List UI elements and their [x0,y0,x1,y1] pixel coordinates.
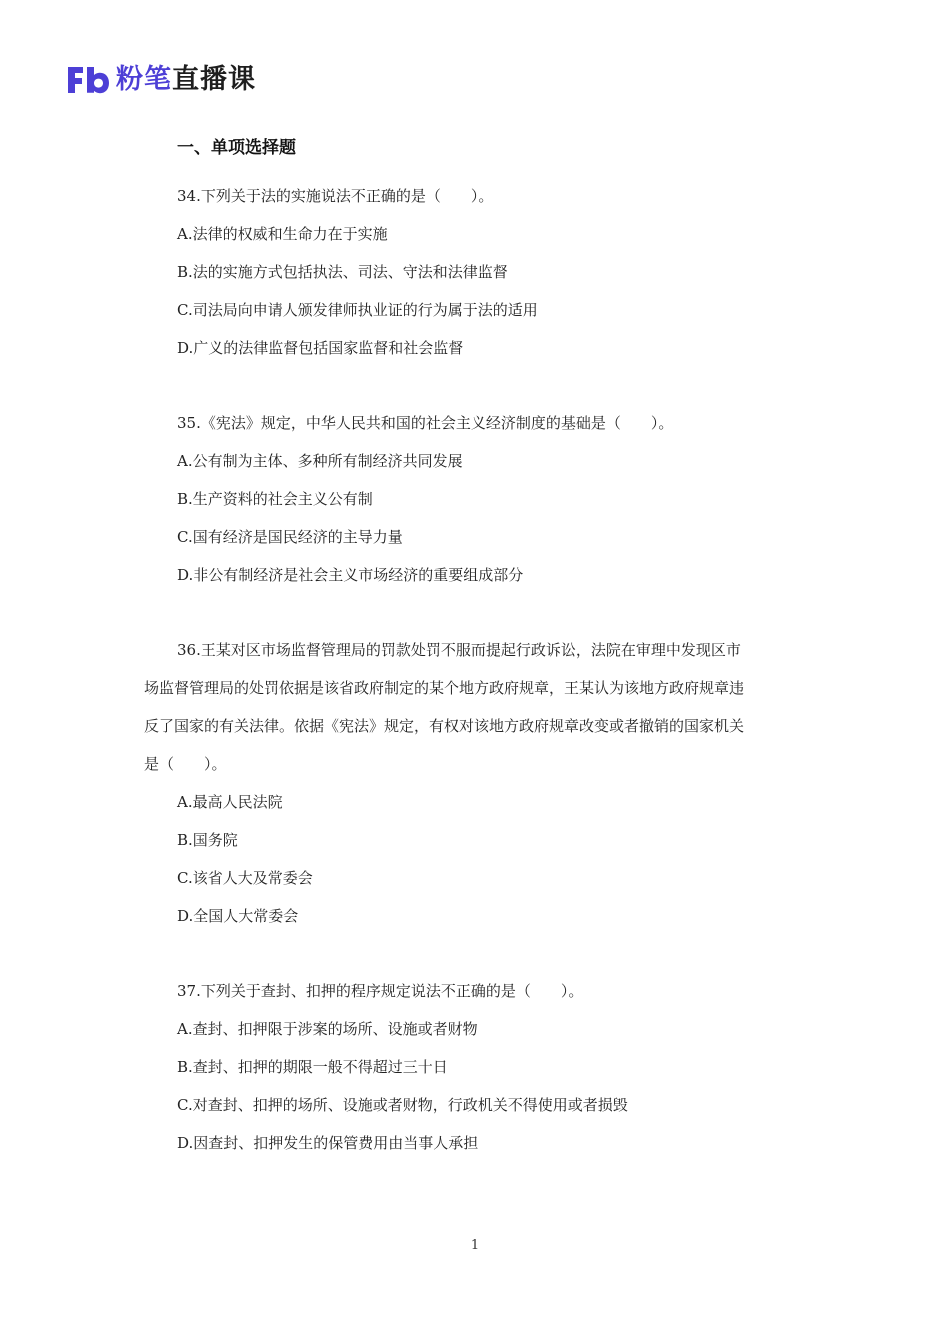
question-36-option-d: D.全国人大常委会 [177,907,299,925]
question-35-stem: 35.《宪法》规定，中华人民共和国的社会主义经济制度的基础是（ ）。 [177,414,674,432]
question-36-option-c: C.该省人大及常委会 [177,869,313,887]
fenbi-logo-icon [66,64,110,96]
question-34-option-c: C.司法局向申请人颁发律师执业证的行为属于法的适用 [177,301,538,319]
question-34-option-d: D.广义的法律监督包括国家监督和社会监督 [177,339,464,357]
question-37-option-b: B.查封、扣押的期限一般不得超过三十日 [177,1058,448,1076]
question-37-option-d: D.因查封、扣押发生的保管费用由当事人承担 [177,1134,479,1152]
question-37-option-a: A.查封、扣押限于涉案的场所、设施或者财物 [177,1020,478,1038]
question-36-stem-line: 反了国家的有关法律。依据《宪法》规定，有权对该地方政府规章改变或者撤销的国家机关 [144,717,745,735]
section-title: 一、单项选择题 [177,138,296,158]
question-35-option-d: D.非公有制经济是社会主义市场经济的重要组成部分 [177,566,524,584]
question-36-option-a: A.最高人民法院 [177,793,283,811]
question-36-stem-line: 场监督管理局的处罚依据是该省政府制定的某个地方政府规章，王某认为该地方政府规章违 [144,679,745,697]
question-35-option-b: B.生产资料的社会主义公有制 [177,490,373,508]
brand-rest-text: 直播课 [172,64,256,95]
question-34-option-a: A.法律的权威和生命力在于实施 [177,225,388,243]
question-37-option-c: C.对查封、扣押的场所、设施或者财物，行政机关不得使用或者损毁 [177,1096,628,1114]
question-36-option-b: B.国务院 [177,831,238,849]
brand-accent-text: 粉笔 [116,64,172,95]
brand-name [116,62,256,98]
brand-logo [66,62,256,98]
question-34-stem: 34.下列关于法的实施说法不正确的是（ ）。 [177,187,494,205]
question-36-stem-line: 是（ ）。 [144,755,227,773]
question-35-option-c: C.国有经济是国民经济的主导力量 [177,528,403,546]
question-37-stem: 37.下列关于查封、扣押的程序规定说法不正确的是（ ）。 [177,982,584,1000]
question-35-option-a: A.公有制为主体、多种所有制经济共同发展 [177,452,463,470]
page-number: 1 [470,1238,480,1253]
question-36-stem-line: 36.王某对区市场监督管理局的罚款处罚不服而提起行政诉讼，法院在审理中发现区市 [177,641,741,659]
question-36-stem [144,631,808,783]
question-34-option-b: B.法的实施方式包括执法、司法、守法和法律监督 [177,263,508,281]
